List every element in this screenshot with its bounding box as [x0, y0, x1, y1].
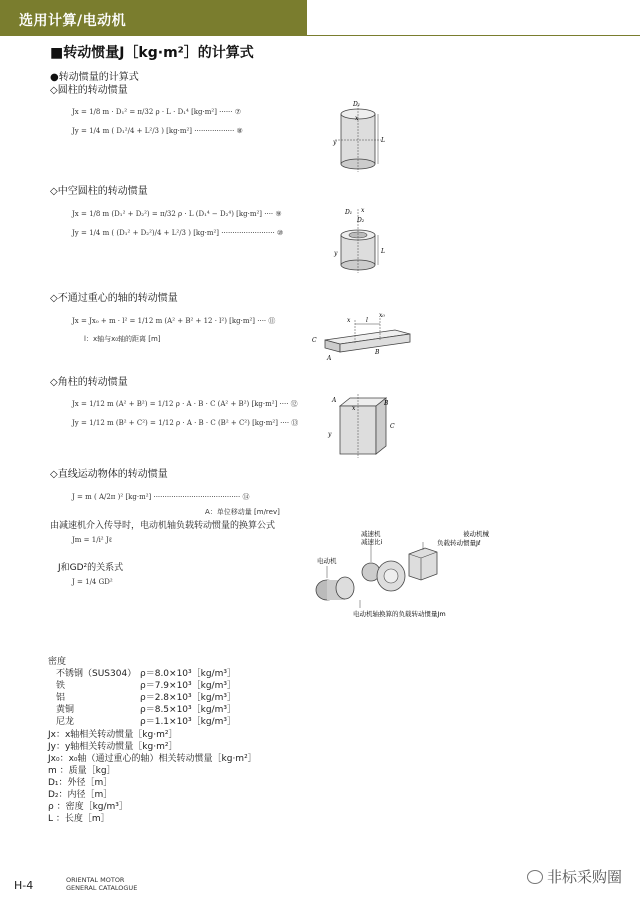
- symbol-jx0: Jx₀：x₀轴（通过重心的轴）相关转动惯量［kg·m²］: [48, 754, 257, 764]
- prism-label-x: x: [352, 405, 356, 412]
- density-value-3: ρ＝8.5×10³［kg/m³］: [140, 705, 236, 715]
- symbol-d2: D₂：内径［m］: [48, 790, 113, 800]
- prism-heading: ◇角柱的转动惯量: [50, 377, 128, 388]
- relation-heading: J和GD²的关系式: [58, 563, 124, 573]
- off-label-a: A: [327, 355, 332, 362]
- offset-note: l：x轴与x₀轴的距离 [m]: [84, 335, 161, 343]
- symbol-l: L ：长度［m］: [48, 814, 110, 824]
- linear-note: A：单位移动量 [m/rev]: [205, 508, 280, 516]
- off-label-c: C: [312, 337, 317, 344]
- prism-label-c: C: [390, 423, 395, 430]
- off-label-x: x: [347, 317, 351, 324]
- wechat-icon: [527, 870, 543, 884]
- density-value-0: ρ＝8.0×10³［kg/m³］: [140, 669, 236, 679]
- symbol-jy: Jy：y轴相关转动惯量［kg·m²］: [48, 742, 178, 752]
- section-header-title: 选用计算/电动机: [19, 13, 127, 29]
- hollow-formula-x: Jx = 1/8 m (D₁² + D₂²) = π/32 ρ · L (D₁⁴ − D₂⁴) [kg·m²] ···· ⑨: [72, 210, 282, 218]
- page-number: H-4: [14, 879, 34, 892]
- density-material-1: 铁: [56, 681, 66, 691]
- header-rule: [307, 35, 640, 36]
- hollow-heading: ◇中空圆柱的转动惯量: [50, 186, 148, 197]
- symbol-rho: ρ ：密度［kg/m³］: [48, 802, 128, 812]
- hol-label-d1: D₁: [345, 209, 353, 216]
- linear-formula: J = m ( A/2π )² [kg·m²] ······································· ⑭: [72, 493, 250, 501]
- density-material-3: 黄铜: [56, 705, 75, 715]
- hol-label-x: x: [361, 207, 365, 214]
- cylinder-formula-x: Jx = 1/8 m · D₁² = π/32 ρ · L · D₁⁴ [kg·m²] ······ ⑦: [72, 108, 241, 116]
- label-load-inertia: 负载转动惯量Jℓ: [437, 539, 481, 547]
- density-material-2: 铝: [56, 693, 66, 703]
- cyl-label-x: x: [355, 115, 359, 122]
- label-motor: 电动机: [317, 557, 337, 565]
- cyl-label-l: L: [381, 137, 385, 144]
- prism-formula-x: Jx = 1/12 m (A² + B²) = 1/12 ρ · A · B · C (A² + B²) [kg·m²] ···· ⑫: [72, 400, 298, 408]
- label-ratio: 减速比i: [361, 538, 383, 546]
- label-converted: 电动机轴换算的负载转动惯量Jm: [353, 610, 446, 618]
- label-load: 被动机械: [463, 530, 489, 538]
- density-material-4: 尼龙: [56, 717, 75, 727]
- section-header: [0, 0, 307, 36]
- symbol-jx: Jx：x轴相关转动惯量［kg·m²］: [48, 730, 178, 740]
- prism-diagram: [322, 392, 407, 462]
- symbol-m: m ：质量［kg］: [48, 766, 116, 776]
- hollow-cylinder-diagram: [325, 205, 395, 277]
- density-value-2: ρ＝2.8×10³［kg/m³］: [140, 693, 236, 703]
- off-label-b: B: [375, 349, 380, 356]
- off-label-x0: x₀: [379, 312, 385, 319]
- footer-line1: ORIENTAL MOTOR: [66, 876, 125, 884]
- prism-formula-y: Jy = 1/12 m (B² + C²) = 1/12 ρ · A · B · C (B² + C²) [kg·m²] ···· ⑬: [72, 419, 299, 427]
- page-title: ■转动惯量J［kg·m²］的计算式: [50, 45, 254, 61]
- density-title: 密度: [48, 657, 67, 667]
- watermark: [527, 866, 622, 887]
- hollow-formula-y: Jy = 1/4 m ( (D₁² + D₂²)/4 + L²/3 ) [kg·m²] ························ ⑩: [72, 229, 284, 237]
- hol-label-y: y: [334, 250, 338, 257]
- hol-label-d2: D₂: [357, 217, 365, 224]
- off-label-l: l: [366, 317, 368, 324]
- reducer-diagram: [305, 528, 515, 620]
- reducer-formula: Jm = 1/i² Jℓ: [72, 536, 113, 544]
- subheading: ●转动惯量的计算式: [50, 72, 139, 83]
- relation-formula: J = 1/4 GD²: [72, 578, 113, 586]
- watermark-text: 非标采购圈: [546, 868, 622, 886]
- linear-heading: ◇直线运动物体的转动惯量: [50, 469, 168, 480]
- cylinder-heading: ◇圆柱的转动惯量: [50, 85, 128, 96]
- density-value-4: ρ＝1.1×10³［kg/m³］: [140, 717, 236, 727]
- offset-axis-diagram: [305, 310, 415, 365]
- reducer-text: 由减速机介入传导时，电动机轴负载转动惯量的换算公式: [50, 521, 276, 531]
- cylinder-formula-y: Jy = 1/4 m ( D₁²/4 + L²/3 ) [kg·m²] ·················· ⑧: [72, 127, 243, 135]
- hol-label-l: L: [381, 248, 385, 255]
- cylinder-diagram: [325, 100, 395, 175]
- cyl-label-d1: D₁: [353, 101, 361, 108]
- prism-label-a: A: [332, 397, 337, 404]
- offset-heading: ◇不通过重心的轴的转动惯量: [50, 293, 178, 304]
- density-value-1: ρ＝7.9×10³［kg/m³］: [140, 681, 236, 691]
- prism-label-b: B: [384, 400, 389, 407]
- cyl-label-y: y: [333, 139, 337, 146]
- density-material-0: 不锈钢（SUS304）: [56, 669, 137, 679]
- label-gear: 减速机: [361, 530, 381, 538]
- prism-label-y: y: [328, 431, 332, 438]
- footer-line2: GENERAL CATALOGUE: [66, 884, 138, 892]
- symbol-d1: D₁：外径［m］: [48, 778, 113, 788]
- offset-formula: Jx = Jx₀ + m · l² = 1/12 m (A² + B² + 12 · l²) [kg·m²] ···· ⑪: [72, 317, 276, 325]
